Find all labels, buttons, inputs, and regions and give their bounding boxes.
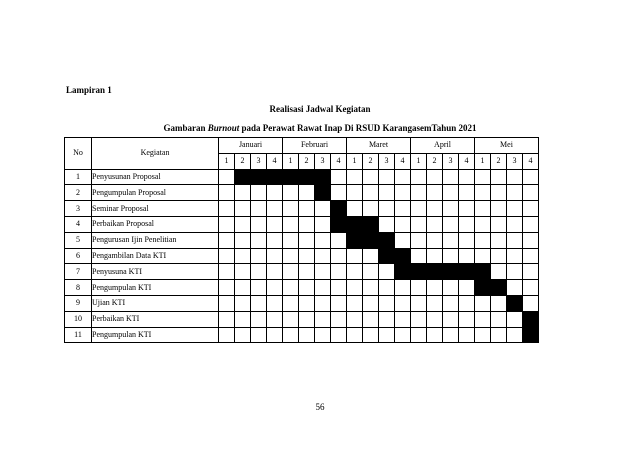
schedule-cell [251,216,267,232]
schedule-cell [443,280,459,296]
schedule-cell [443,248,459,264]
activity-row [65,169,539,185]
schedule-cell-filled [315,185,331,201]
month-header: April [411,138,475,154]
schedule-cell-filled [475,264,491,280]
schedule-cell [299,185,315,201]
week-header: 3 [315,153,331,169]
row-number: 11 [65,327,92,343]
activity-row [65,295,539,311]
schedule-cell [363,201,379,217]
schedule-cell-filled [475,280,491,296]
schedule-cell [427,216,443,232]
schedule-cell [379,185,395,201]
schedule-cell [523,232,539,248]
schedule-cell [235,327,251,343]
schedule-cell [395,216,411,232]
schedule-cell [491,295,507,311]
schedule-cell [283,248,299,264]
schedule-cell [475,201,491,217]
schedule-cell-filled [395,248,411,264]
schedule-cell-filled [427,264,443,280]
row-number: 6 [65,248,92,264]
schedule-cell [315,311,331,327]
schedule-cell [507,327,523,343]
schedule-cell [427,201,443,217]
schedule-cell [347,311,363,327]
schedule-cell-filled [363,216,379,232]
schedule-cell [507,201,523,217]
activity-row [65,201,539,217]
schedule-cell [459,311,475,327]
schedule-cell-filled [347,216,363,232]
header-activity: Kegiatan [92,138,219,170]
week-header: 4 [459,153,475,169]
schedule-cell [331,280,347,296]
schedule-cell-filled [459,264,475,280]
week-header: 1 [475,153,491,169]
activity-row [65,216,539,232]
schedule-cell [267,311,283,327]
activity-row [65,248,539,264]
schedule-cell-filled [395,264,411,280]
schedule-cell [427,327,443,343]
schedule-cell-filled [331,201,347,217]
schedule-cell [251,264,267,280]
row-number: 7 [65,264,92,280]
schedule-cell [299,295,315,311]
schedule-cell [507,216,523,232]
schedule-cell [491,327,507,343]
schedule-cell [427,185,443,201]
schedule-cell [283,264,299,280]
schedule-cell [235,280,251,296]
schedule-cell [331,327,347,343]
schedule-cell [379,201,395,217]
schedule-cell [347,248,363,264]
schedule-cell [395,327,411,343]
week-header: 3 [379,153,395,169]
schedule-cell [411,295,427,311]
schedule-cell [331,311,347,327]
schedule-cell [251,185,267,201]
week-header: 3 [443,153,459,169]
schedule-cell [283,311,299,327]
schedule-cell-filled [379,248,395,264]
schedule-cell [363,327,379,343]
schedule-cell [283,201,299,217]
schedule-cell [379,295,395,311]
schedule-cell [427,295,443,311]
schedule-cell [235,295,251,311]
schedule-cell [475,169,491,185]
row-number: 5 [65,232,92,248]
schedule-table [64,137,539,343]
schedule-cell [459,216,475,232]
schedule-cell [523,295,539,311]
schedule-cell [523,248,539,264]
schedule-cell [395,232,411,248]
schedule-cell [267,295,283,311]
schedule-cell [299,201,315,217]
schedule-cell [219,232,235,248]
schedule-cell [491,232,507,248]
schedule-cell [475,185,491,201]
schedule-cell [347,295,363,311]
schedule-cell [267,232,283,248]
schedule-cell [379,169,395,185]
schedule-cell-filled [491,280,507,296]
schedule-cell [427,232,443,248]
schedule-cell [219,280,235,296]
header-row-months [65,138,539,154]
week-header: 2 [363,153,379,169]
schedule-cell [347,169,363,185]
schedule-cell [443,232,459,248]
schedule-cell [299,248,315,264]
schedule-cell [219,201,235,217]
week-header: 3 [507,153,523,169]
schedule-cell [491,264,507,280]
schedule-cell [379,264,395,280]
schedule-cell-filled [283,169,299,185]
schedule-cell [491,216,507,232]
schedule-cell [235,185,251,201]
schedule-cell [427,169,443,185]
schedule-cell [283,327,299,343]
month-header: Februari [283,138,347,154]
schedule-cell [491,185,507,201]
schedule-cell [235,264,251,280]
schedule-cell [235,201,251,217]
week-header: 4 [331,153,347,169]
schedule-cell [459,185,475,201]
schedule-cell [283,185,299,201]
schedule-cell [379,327,395,343]
schedule-cell [379,216,395,232]
activity-row [65,311,539,327]
schedule-cell [235,248,251,264]
schedule-cell [347,185,363,201]
schedule-cell [523,280,539,296]
schedule-cell [443,169,459,185]
schedule-cell [283,232,299,248]
schedule-cell [459,280,475,296]
week-header: 1 [411,153,427,169]
schedule-cell [235,311,251,327]
schedule-cell [347,280,363,296]
schedule-cell [443,216,459,232]
schedule-cell [443,201,459,217]
schedule-cell [459,232,475,248]
schedule-cell [491,311,507,327]
schedule-cell [507,280,523,296]
schedule-cell [331,185,347,201]
week-header: 2 [427,153,443,169]
schedule-body [65,169,539,343]
schedule-cell [283,280,299,296]
schedule-cell-filled [331,216,347,232]
schedule-cell [299,311,315,327]
activity-name: Pengumpulan KTI [92,280,219,296]
schedule-cell [283,216,299,232]
activity-name: Perbaikan Proposal [92,216,219,232]
appendix-label: Lampiran 1 [66,85,112,95]
schedule-cell [315,248,331,264]
activity-name: Seminar Proposal [92,201,219,217]
schedule-cell [299,232,315,248]
activity-row [65,280,539,296]
schedule-cell-filled [299,169,315,185]
schedule-cell [491,169,507,185]
schedule-cell [299,216,315,232]
schedule-cell-filled [443,264,459,280]
subtitle-italic: Burnout [207,123,240,133]
activity-row [65,327,539,343]
row-number: 4 [65,216,92,232]
schedule-cell [331,248,347,264]
activity-name: Pengumpulan KTI [92,327,219,343]
schedule-cell [299,280,315,296]
header-no: No [65,138,92,170]
week-header: 1 [347,153,363,169]
schedule-cell [315,264,331,280]
schedule-cell [299,327,315,343]
schedule-cell [219,185,235,201]
week-header: 2 [491,153,507,169]
schedule-cell [523,169,539,185]
schedule-cell [267,185,283,201]
row-number: 2 [65,185,92,201]
schedule-cell [267,280,283,296]
schedule-cell [411,216,427,232]
schedule-cell [411,327,427,343]
schedule-cell [459,248,475,264]
schedule-cell-filled [523,327,539,343]
schedule-cell [347,327,363,343]
schedule-cell [331,264,347,280]
schedule-cell-filled [379,232,395,248]
schedule-cell-filled [251,169,267,185]
schedule-cell [219,169,235,185]
schedule-cell-filled [507,295,523,311]
activity-row [65,185,539,201]
schedule-cell [219,295,235,311]
schedule-cell [363,185,379,201]
activity-name: Pengumpulan Proposal [92,185,219,201]
activity-name: Penyusunan Proposal [92,169,219,185]
schedule-cell [411,232,427,248]
schedule-cell [251,327,267,343]
activity-row [65,232,539,248]
schedule-cell [427,248,443,264]
activity-name: Pengambilan Data KTI [92,248,219,264]
schedule-cell [315,295,331,311]
schedule-cell [395,201,411,217]
schedule-cell [315,201,331,217]
schedule-cell [395,280,411,296]
schedule-cell [379,280,395,296]
schedule-cell [475,248,491,264]
schedule-cell [363,248,379,264]
schedule-cell [347,201,363,217]
schedule-cell-filled [267,169,283,185]
week-header: 4 [395,153,411,169]
week-header: 4 [267,153,283,169]
schedule-cell [251,248,267,264]
schedule-cell [475,311,491,327]
schedule-cell [219,264,235,280]
schedule-cell [363,280,379,296]
schedule-cell [267,327,283,343]
row-number: 1 [65,169,92,185]
month-header: Maret [347,138,411,154]
schedule-cell [219,311,235,327]
activity-name: Ujian KTI [92,295,219,311]
schedule-cell [427,311,443,327]
schedule-cell [251,295,267,311]
row-number: 9 [65,295,92,311]
schedule-cell [331,232,347,248]
schedule-cell [475,216,491,232]
row-number: 10 [65,311,92,327]
schedule-cell [491,248,507,264]
week-header: 3 [251,153,267,169]
schedule-cell [235,232,251,248]
schedule-cell [475,232,491,248]
schedule-cell [315,232,331,248]
schedule-cell [363,295,379,311]
month-header: Mei [475,138,539,154]
schedule-cell [475,295,491,311]
schedule-cell [331,169,347,185]
schedule-cell [395,185,411,201]
schedule-cell [251,280,267,296]
activity-name: Penyusuna KTI [92,264,219,280]
schedule-cell [411,311,427,327]
row-number: 3 [65,201,92,217]
schedule-cell [363,169,379,185]
schedule-cell [427,280,443,296]
schedule-cell [299,264,315,280]
month-header: Januari [219,138,283,154]
subtitle-before: Gambaran [163,123,208,133]
week-header: 4 [523,153,539,169]
schedule-cell [459,327,475,343]
schedule-cell [443,327,459,343]
schedule-cell [443,311,459,327]
schedule-cell [411,201,427,217]
schedule-cell [267,201,283,217]
row-number: 8 [65,280,92,296]
schedule-cell [507,311,523,327]
week-header: 1 [283,153,299,169]
schedule-cell [235,216,251,232]
document-title: Realisasi Jadwal Kegiatan [269,104,371,114]
week-header: 1 [219,153,235,169]
schedule-cell [443,185,459,201]
schedule-cell [251,201,267,217]
schedule-cell [219,248,235,264]
schedule-cell [411,185,427,201]
schedule-cell [315,216,331,232]
schedule-cell [411,169,427,185]
schedule-cell [507,169,523,185]
schedule-cell [395,311,411,327]
schedule-cell [315,327,331,343]
schedule-cell [523,201,539,217]
schedule-cell [219,216,235,232]
schedule-cell [411,280,427,296]
schedule-cell [267,248,283,264]
schedule-cell [411,248,427,264]
schedule-cell [283,295,299,311]
schedule-cell-filled [363,232,379,248]
schedule-cell [251,311,267,327]
schedule-cell [507,264,523,280]
schedule-cell [267,264,283,280]
schedule-cell [523,264,539,280]
activity-name: Perbaikan KTI [92,311,219,327]
schedule-cell-filled [523,311,539,327]
schedule-cell [347,264,363,280]
document-subtitle [0,123,640,133]
schedule-cell [379,311,395,327]
schedule-cell [507,185,523,201]
week-header: 2 [299,153,315,169]
schedule-cell [475,327,491,343]
schedule-cell [267,216,283,232]
schedule-cell [459,169,475,185]
schedule-cell [315,280,331,296]
schedule-cell [491,201,507,217]
week-header: 2 [235,153,251,169]
schedule-cell-filled [315,169,331,185]
schedule-cell [331,295,347,311]
page-number: 56 [315,402,325,412]
schedule-cell [459,295,475,311]
activity-row [65,264,539,280]
schedule-cell [395,295,411,311]
schedule-cell-filled [235,169,251,185]
activity-name: Pengurusan Ijin Penelitian [92,232,219,248]
schedule-cell [507,248,523,264]
schedule-cell [219,327,235,343]
schedule-cell [523,216,539,232]
schedule-cell [523,185,539,201]
schedule-cell [459,201,475,217]
schedule-cell [507,232,523,248]
schedule-cell-filled [411,264,427,280]
subtitle-after: pada Perawat Rawat Inap Di RSUD KarangasemTahun 2021 [239,123,477,133]
schedule-cell [363,311,379,327]
schedule-cell [443,295,459,311]
schedule-cell [395,169,411,185]
schedule-cell [363,264,379,280]
schedule-cell [251,232,267,248]
schedule-cell-filled [347,232,363,248]
